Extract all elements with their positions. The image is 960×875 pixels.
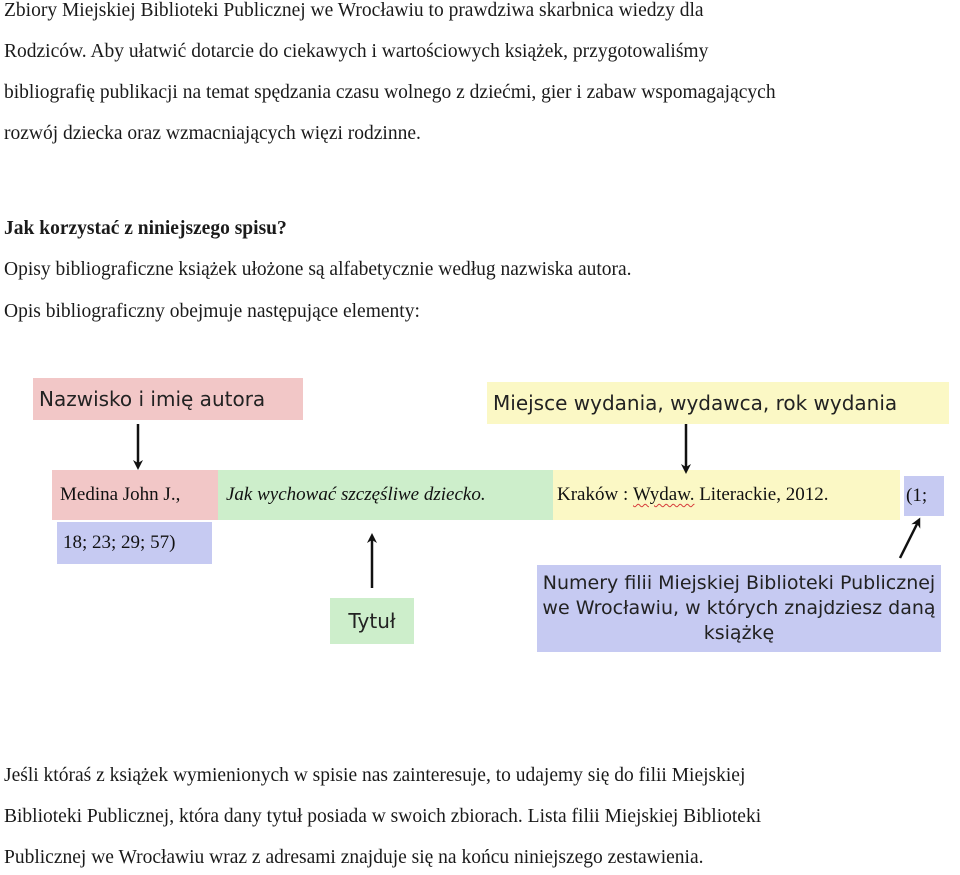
- closing-line: Biblioteki Publicznej, która dany tytuł posiada w swoich zbiorach. Lista filii Miejskiej Biblioteki: [4, 806, 762, 827]
- intro-line: Zbiory Miejskiej Biblioteki Publicznej we Wrocławiu to prawdziwa skarbnica wiedzy dla: [4, 0, 704, 21]
- citation-publisher: Wydaw.: [632, 484, 695, 505]
- intro-line: rozwój dziecka oraz wzmacniających więzi rodzinne.: [4, 123, 421, 144]
- citation-author: Medina John J.,: [52, 470, 218, 520]
- author-label: Nazwisko i imię autora: [33, 378, 303, 420]
- citation-title: Jak wychować szczęśliwe dziecko.: [218, 470, 553, 520]
- intro-line: Rodziców. Aby ułatwić dotarcie do ciekawych i wartościowych książek, przygotowaliśmy: [4, 41, 709, 62]
- publication-label: Miejsce wydania, wydawca, rok wydania: [487, 382, 949, 424]
- howto-heading: Jak korzystać z niniejszego spisu?: [4, 218, 287, 239]
- citation-branches-start: (1;: [904, 476, 944, 516]
- citation-publication-rest: Literackie, 2012.: [694, 484, 829, 505]
- arrow-branches-up: [900, 522, 918, 558]
- title-label: Tytuł: [330, 598, 414, 644]
- howto-line: Opisy bibliograficzne książek ułożone są alfabetycznie według nazwiska autora.: [4, 259, 632, 280]
- intro-line: bibliografię publikacji na temat spędzania czasu wolnego z dziećmi, gier i zabaw wspomagających: [4, 82, 776, 103]
- closing-line: Publicznej we Wrocławiu wraz z adresami znajduje się na końcu niniejszego zestawienia.: [4, 847, 704, 868]
- citation-publication: [553, 470, 900, 520]
- howto-line: Opis bibliograficzny obejmuje następujące elementy:: [4, 301, 420, 322]
- citation-place: Kraków :: [557, 484, 633, 505]
- citation-branches-end: 18; 23; 29; 57): [57, 522, 212, 564]
- closing-line: Jeśli któraś z książek wymienionych w spisie nas zainteresuje, to udajemy się do filii Miejskiej: [4, 765, 746, 786]
- branches-label: Numery filii Miejskiej Biblioteki Publicznej we Wrocławiu, w których znajdziesz daną książkę: [537, 565, 941, 652]
